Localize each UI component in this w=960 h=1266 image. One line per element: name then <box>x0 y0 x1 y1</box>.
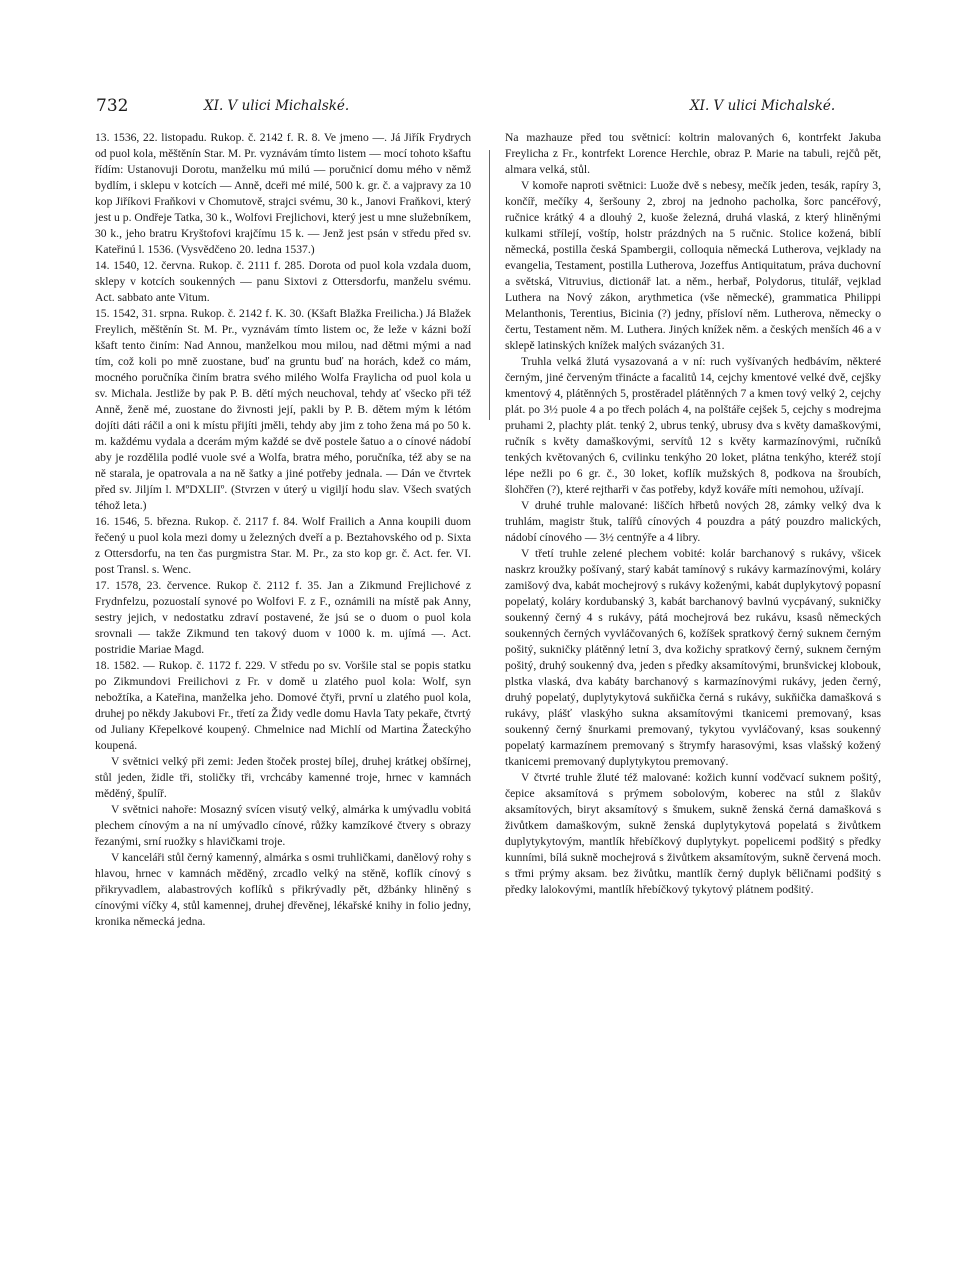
entry-18: 18. 1582. — Rukop. č. 1172 f. 229. V středu po sv. Voršile stal se popis statku po Zikmundovi Freilichovi z Fr. v domě u zlatého puol kola: Wolf, syn nebožtíka, a Kateřina, manželka jeho. Domové čtyři, první u zlatého puol kola, druhej po někdy Jakubovi Fr., třetí za Židy vedle domu Havla Taty pekaře, čtvrtý od Juliany Křepelkové koupený. Chmelnice nad Michlí od Martina Žateckýho koupená. <box>95 659 471 752</box>
inventory-ground-floor-room: V světnici velký při zemi: Jeden štoček prostej bílej, druhej krátkej obšírnej, stůl jeden, židle tři, stoličky tři, vrchcáby kamenné troje, hrnec v kamnách měděný, špulíř. <box>95 755 471 800</box>
running-title-left: XI. V ulici Michalské. <box>204 98 350 114</box>
entry-16: 16. 1546, 5. března. Rukop. č. 2117 f. 84. Wolf Frailich a Anna koupili duom řečený u puol kola mezi domy u železných dveří a p. Beztahovského od p. Sixta z Ottersdorfu, na ten čas purgmistra Star. M. Pr., za sto kop gr. č. Act. fer. VI. post Transl. s. Wenc. <box>95 515 471 576</box>
page-number: 732 <box>96 96 129 116</box>
entry-13: 13. 1536, 22. listopadu. Rukop. č. 2142 f. R. 8. Ve jmeno —. Já Jiřík Frydrych od puol kola, měštěnín Star. M. Pr. vyznávám tímto listem — mocí tohoto kšaftu řídím: Ustanovuji Dorotu, manželku mú milú — poručnicí domu mého v němž bydlím, i sklepu v kotcích — Anně, dceři mé milé, 500 k. gr. č. a vajpravy za 10 kop Jiříkovi Fraňkovi v Chomutově, strajci svému, 30 k., Janovi Fraňkovi, který jest u p. Ondřeje Tatka, 30 k., Wolfovi Frejlichovi, který jest u mne služebníkem, 30 k., jeho bratru Kryštofovi krajčímu 15 k. — Jenž jest psán v středu před sv. Kateřinú l. 1536. (Vysvědčeno 20. ledna 1537.) <box>95 131 471 256</box>
entry-15: 15. 1542, 31. srpna. Rukop. č. 2142 f. K. 30. (Kšaft Blažka Freilicha.) Já Blažek Freylich, měštěnín St. M. Pr., vyznávám tímto listem oc, že leže v kázni boží kšaft tento činím: Nad Annou, manželkou mou milou, nad dětmi mými a nad tím, což koli po mně zuostane, buď na gruntu buď na horách, kdež co mám, mocného poručníka činím bratra svého milého Wolfa Fraylicha od puol kola u sv. Michala. Jestliže by pak P. B. dětí mých neuchoval, tehdy ať všecko při též Anně, ženě mé, zuostane do živnosti její, pakli by P. B. dětem mým k létóm dojíti dáti ráčil a oni k místu přijíti jměli, tehdy aby jim z toho žena má po 50 k. m. každému vydala a dcerám mým každé se dvě postele šatuo a o cínové nádobí aby je rozdělila podlé vuole své a Wolfa, bratra mého, poručníka, též aby se na ně starala, je opatrovala a na ně šatky a jiné potřeby jednala. — Dán ve čtvrtek před sv. Jiljím l. MºDXLIIº. (Stvrzen v úterý u vigiljí hodu slav. Všech svatých téhož leta.) <box>95 307 471 512</box>
column-divider <box>489 150 490 420</box>
inventory-office: V kanceláři stůl černý kamenný, almárka s osmi truhličkami, danělový rohy s hlavou, hrnec v kamnách měděný, zrcadlo velký na stěně, koflík cínový s přikryvadlem, alabastrových koflíků s přikrývadly pět, džbánky hliněný s cínovými víčky 4, stůl kamennej, druhej dřevěnej, lékařské knihy in folio jedny, kronika německá jedna. <box>95 851 471 928</box>
inventory-fourth-chest: V čtvrté truhle žluté též malované: kožich kunní vodčvací suknem pošitý, čepice aksamítová s prýmem sobolovým, koberec na stůl z šlakův aksamítových, biryt aksamítový s šmukem, sukně ženská černá damašková s živůtkem damaškovým, sukně ženská duplytykytová popelatá s živůtkem duplytykytovým, mantlík hřebíčkový duplytykyt. popelicemi podšitý s předky kunními, bílá sukně mochejrová s živůtkem aksamítovým, sukně červená moch. s třmi prýmy aksam. bez živůtku, mantlík černý duplyk běličnami podšitý s předky lalokovými, mantlík hřebíčkový tykytový plátnem podšitý. <box>505 771 881 896</box>
entry-17: 17. 1578, 23. července. Rukop č. 2112 f. 35. Jan a Zikmund Frejlichové z Frydnfelzu, pozuostalí synové po Wolfovi F. z F., oznámili na místě pak Anny, sestry jejich, v nedostatku zdraví postavené, že jsú se o duom o puol kola srovnali — takže Zikmund ten takový duom v 1000 k. m. ujímá —. Act. postridie Mariae Magd. <box>95 579 471 656</box>
left-column <box>95 130 471 930</box>
inventory-chamber: V komoře naproti světnici: Luože dvě s nebesy, mečík jeden, tesák, rapíry 3, končíř, mečíky 4, šeršouny 2, zbroj na jednoho pacholka, šorc pancéřový, ručnice krátký 4 a dlouhý 2, kuoše železná, druhá vlaská, z který hliněnými kulkami střílejí, voštíp, holstr prázdných na 5 ručnic. Stolice kožená, biblí německá, postilla česká Spambergii, colloquia německá Lutherova, vejklady na evangelia, Testament, postilla Lutherova, Jozeffus Antiquitatum, práva duchovní a světská, Vitruvius, dictionář lat. a něm., herbař, Polydorus, titulář, vejklad Luthera na Nový zákon, arythmetica (vše německé), grammatica Philippi Melanthonis, Terentius, Bicinia (?) jedny, přísloví něm. Lutherova, německy o čertu, Testament něm. M. Luthera. Jiných knížek něm. a českých menších 46 a v sklepě latinských knížek malých svázaných 31. <box>505 179 881 352</box>
running-title-right: XI. V ulici Michalské. <box>690 98 836 114</box>
inventory-second-chest: V druhé truhle malované: liščích hřbetů nových 28, zámky velký dva k truhlám, magistr štuk, talířů cínových 4 pouzdra a pátý pouzdro malických, nádobí cínového — 3½ centnýře a 4 libry. <box>505 499 881 544</box>
entry-14: 14. 1540, 12. června. Rukop. č. 2111 f. 285. Dorota od puol kola vzdala duom, sklepy v kotcích soukenných — panu Sixtovi z Ottersdorfu, manželu svému. Act. sabbato ante Vitum. <box>95 259 471 304</box>
inventory-third-chest: V třetí truhle zelené plechem vobité: kolár barchanový s rukávy, všicek naskrz kroužky pošívaný, starý kabát tamínový s rukávy karmazínovými, koláry zamišový dva, kabát mochejrový s rukávy koženými, kabát duplykytový popasní popelatý, koláry kordubanský 3, kabát barchanový bavlnú vycpávaný, sukničky soukenný černý 4 s rukávy, pátá mochejrová bez rukávu, ksasů německých soukenných černých vyvláčovaných 6, kožíšek spratkový černý suknem černým pošitý, sukničky plátěnný letní 3, dva kožichy spratkový černý, suknem černým pošitý, druhý soukenný dva, jeden s předky aksamítovými, brunšvickej klobouk, plstka vlaská, dva kabáty barchanový s karmazínovými rukávy, jeden černý, druhý popelatý, duplytykytová sukňička černá s rukávy, sukňička damašková s rukávy, plášť vlaskýho sukna aksamítovými tkanicemi premovaný, ksas soukenný černý šnurkami premovaný, tykytou vyvláčovaný, ksas soukenný popelatý karmazínem premovaný s štrymfy harasovými, ksas vlašský kožený tkanicemi premovaný duplytykytou premovaný. <box>505 547 881 768</box>
inventory-hall: Na mazhauze před tou světnicí: koltrin malovaných 6, kontrfekt Jakuba Freylicha z Fr., kontrfekt Lorence Herchle, obraz P. Marie na tabuli, rejčů pět, almara velká, stůl. <box>505 131 881 176</box>
inventory-upper-room: V světnici nahoře: Mosazný svícen visutý velký, almárka k umývadlu vobitá plechem cínovým a na ní umývadlo cínové, růžky kamzíkové čtvery s obrazy řezanými, srní ruožky s hlavičkami troje. <box>95 803 471 848</box>
right-column <box>505 130 881 898</box>
running-header <box>96 96 876 120</box>
inventory-yellow-chest: Truhla velká žlutá vysazovaná a v ní: ruch vyšívaných hedbávím, některé černým, jiné červeným třinácte a facalitů 14, cejchy kmentové velké dvě, cejšky kmentový 4, plátěnných 5, prostěradel plátěnných 7 a kmen tový velký 2, cejchy plát. po 3½ puole 4 a po třech polách 4, na polštáře cejšek 5, cejchy s modrejma pruhami 2, plachty plát. tenký 2, ubrus tenký, ubrusy dva s květy damaškovými, ručník s květy damaškovými, servítů 12 s květy karmazínovými, ručníků tenkých květovaných 6, cvilinku tenkýho 20 loket, plátna tenkýho, kteréž stojí lépe nežli po 6 gr. č., 30 loket, koflík mužských 8, podkova na šroubích, šlohčřen (?), které rejtharři v čas potřeby, když kováře míti nemohou, užívají. <box>505 355 881 496</box>
